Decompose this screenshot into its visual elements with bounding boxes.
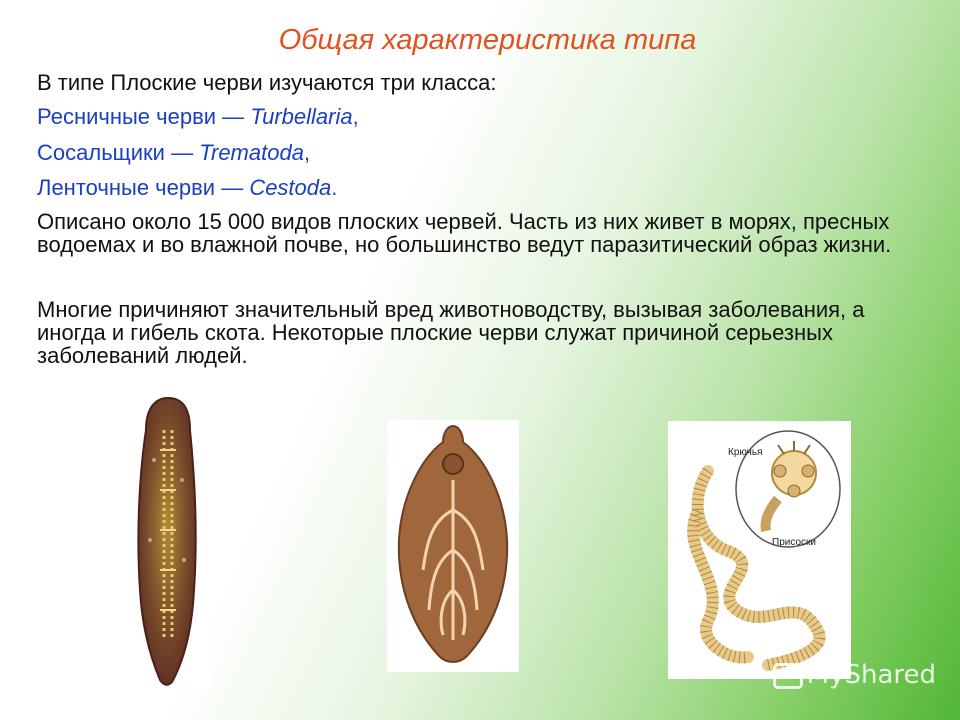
planarian-image bbox=[124, 390, 212, 690]
paragraph-harm: Многие причиняют значительный вред животноводству, вызывая заболевания, а иногда и гибель скота. Некоторые плоские черви служат причиной серьезных заболеваний людей. bbox=[37, 297, 865, 368]
planarian-drawing bbox=[124, 390, 212, 690]
class-latin: Turbellaria bbox=[250, 104, 353, 129]
class-trematoda bbox=[37, 141, 310, 165]
intro-line: В типе Плоские черви изучаются три класса: bbox=[37, 70, 497, 95]
class-latin: Cestoda bbox=[249, 175, 332, 200]
suckers-label: Присоски bbox=[772, 537, 816, 548]
class-cestoda bbox=[37, 176, 337, 200]
fluke-drawing bbox=[387, 420, 519, 672]
class-punct: , bbox=[352, 104, 359, 129]
tapeworm-drawing bbox=[668, 421, 851, 679]
hooks-label: Крючья bbox=[728, 447, 763, 458]
class-name: Ресничные черви — bbox=[37, 104, 251, 129]
class-turbellaria bbox=[37, 105, 359, 129]
fluke-image bbox=[387, 420, 519, 672]
watermark-text: MyShared bbox=[806, 660, 936, 690]
class-punct: , bbox=[303, 140, 311, 165]
class-latin: Trematoda bbox=[199, 140, 304, 165]
paragraph-species: Описано около 15 000 видов плоских червей. Часть из них живет в морях, пресных водоемах и во влажной почве, но большинство ведут паразитический образ жизни. bbox=[37, 209, 892, 257]
class-name: Сосальщики — bbox=[37, 140, 200, 165]
class-punct: . bbox=[331, 175, 338, 200]
myshared-logo-icon bbox=[773, 663, 803, 689]
class-name: Ленточные черви — bbox=[37, 175, 250, 200]
slide-title: Общая характеристика типа bbox=[278, 24, 697, 56]
tapeworm-image bbox=[668, 421, 851, 679]
myshared-watermark bbox=[773, 660, 936, 690]
